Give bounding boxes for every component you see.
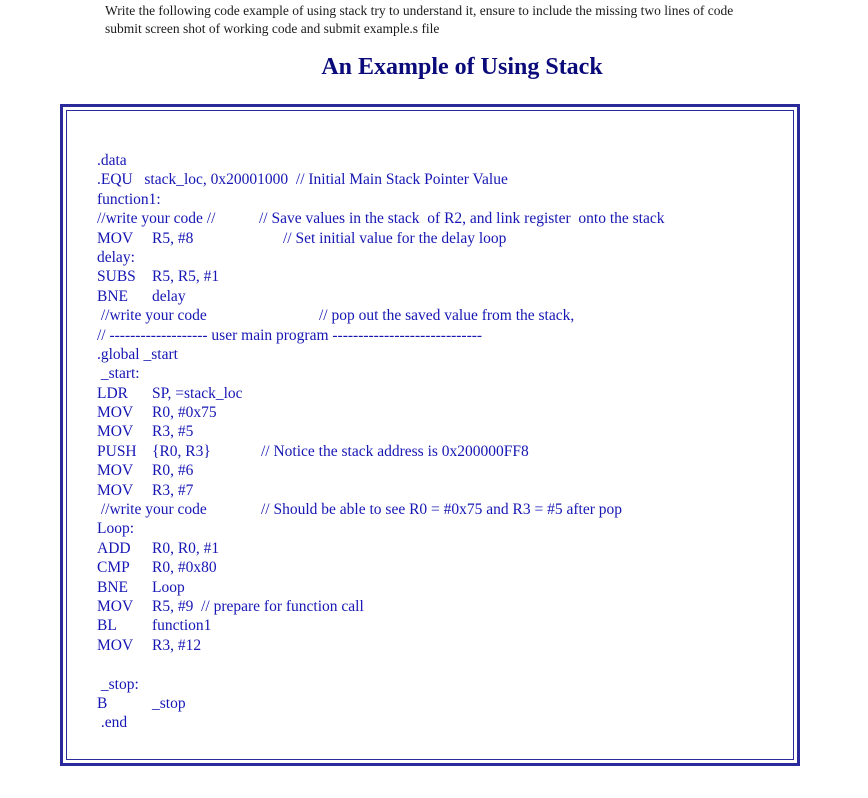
code-text: Loop: [97,520,135,538]
code-mnemonic: MOV [97,229,134,247]
code-text: function1: [97,190,161,208]
code-box-inner [66,110,794,760]
code-text: .global _start [97,345,178,363]
code-mnemonic: MOV [97,462,134,480]
code-comment: // pop out the saved value from the stack, [319,307,575,325]
code-operands: Loop [152,578,185,596]
code-mnemonic: LDR [97,384,128,402]
code-operands: R3, #7 [152,481,194,499]
code-mnemonic: B [97,694,108,712]
code-comment: // Set initial value for the delay loop [283,229,507,247]
code-text: .data [97,152,127,169]
code-text: //write your code [97,307,207,325]
code-text: delay: [97,248,135,266]
code-mnemonic: MOV [97,404,134,422]
code-operands: R0, #6 [152,462,194,480]
code-mnemonic: SUBS [97,268,136,286]
code-mnemonic: BL [97,617,117,635]
code-operands: R3, #12 [152,636,202,654]
code-comment: // Save values in the stack of R2, and link register onto the stack [259,210,665,228]
code-mnemonic: MOV [97,636,134,654]
code-operands: function1 [152,617,212,635]
code-text: .EQU stack_loc, 0x20001000 // Initial Main Stack Pointer Value [97,171,508,189]
code-operands: R5, #8 [152,229,194,247]
instruction-line-1: Write the following code example of using stack try to understand it, ensure to include the missing two lines of code [105,3,734,18]
code-operands: R0, R0, #1 [152,539,220,557]
code-text: // ------------------- user main program ----------------------------- [97,326,483,344]
code-comment: // Should be able to see R0 = #0x75 and R3 = #5 after pop [261,501,623,519]
code-mnemonic: BNE [97,287,128,305]
code-operands: R5, #9 // prepare for function call [152,597,364,615]
code-comment: // Notice the stack address is 0x200000FF8 [261,442,529,460]
code-text: //write your code [97,501,207,519]
code-operands: SP, =stack_loc [152,384,243,402]
code-mnemonic: PUSH [97,442,137,460]
page-title: An Example of Using Stack [321,54,603,80]
code-operands: R3, #5 [152,423,194,441]
code-mnemonic: MOV [97,481,134,499]
assignment-instructions [105,2,845,38]
code-operands: {R0, R3} [152,442,211,460]
code-text: _stop: [97,675,139,693]
code-operands: _stop [152,694,186,712]
code-mnemonic: CMP [97,559,130,577]
code-operands: delay [152,287,186,305]
code-box [60,104,800,766]
code-mnemonic: MOV [97,597,134,615]
code-mnemonic: MOV [97,423,134,441]
code-operands: R0, #0x80 [152,559,217,577]
code-operands: R5, R5, #1 [152,268,220,286]
code-text: //write your code // [97,210,216,228]
code-text: .end [97,714,128,732]
code-mnemonic: BNE [97,578,128,596]
code-text: _start: [97,365,140,383]
code-mnemonic: ADD [97,539,131,557]
code-operands: R0, #0x75 [152,404,217,422]
instruction-line-2: submit screen shot of working code and submit example.s file [105,21,440,36]
